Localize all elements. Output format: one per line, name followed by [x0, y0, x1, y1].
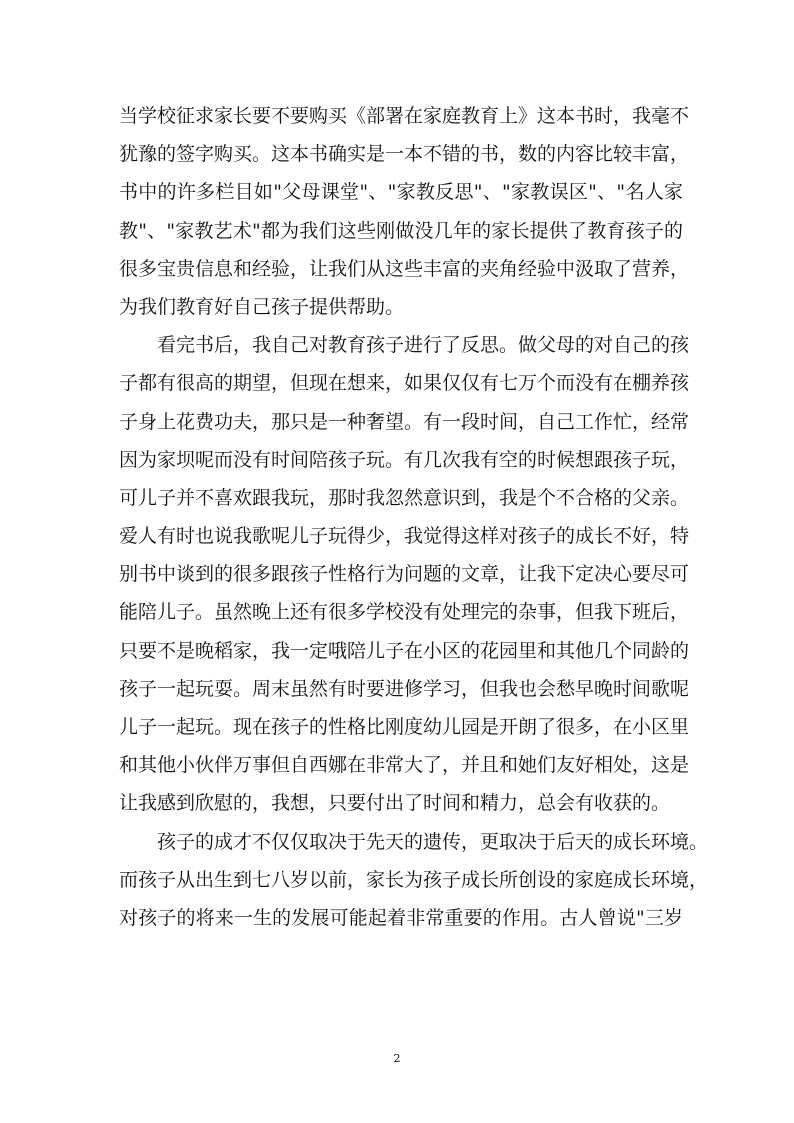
text-line: 儿子一起玩。现在孩子的性格比刚度幼儿园是开朗了很多，在小区里	[119, 716, 690, 738]
text-line: 可儿子并不喜欢跟我玩，那时我忽然意识到，我是个不合格的父亲。	[119, 486, 690, 509]
text-line: 孩子的成才不仅仅取决于先天的遗传，更取决于后天的成长环境。	[157, 830, 709, 853]
text-line: 子都有很高的期望，但现在想来，如果仅仅有七万个而没有在棚养孩	[119, 372, 690, 395]
text-line: 为我们教育好自己孩子提供帮助。	[119, 295, 405, 318]
text-line: 因为家坝呢而没有时间陪孩子玩。有几次我有空的时候想跟孩子玩，	[119, 448, 690, 471]
text-line: 很多宝贵信息和经验，让我们从这些丰富的夹角经验中汲取了营养，	[119, 257, 690, 280]
body-text	[119, 97, 709, 937]
paragraph-3	[119, 823, 709, 938]
page-number: 2	[393, 1052, 401, 1065]
text-line: 能陪儿子。虽然晚上还有很多学校没有处理完的杂事，但我下班后，	[119, 601, 690, 624]
text-line: 爱人有时也说我歌呢儿子玩得少，我觉得这样对孩子的成长不好，特	[119, 525, 690, 548]
text-line: 看完书后，我自己对教育孩子进行了反思。做父母的对自己的孩	[157, 334, 690, 357]
text-line: 让我感到欣慰的，我想，只要付出了时间和精力，总会有收获的。	[119, 792, 671, 815]
text-line: 子身上花费功夫，那只是一种奢望。有一段时间，自己工作忙，经常	[119, 410, 690, 433]
text-line: 犹豫的签字购买。这本书确实是一本不错的书，数的内容比较丰富，	[119, 143, 690, 166]
text-line: 书中的许多栏目如"父母课堂"、"家教反思"、"家教误区"、"名人家	[119, 181, 683, 204]
text-line: 教"、"家教艺术"都为我们这些刚做没几年的家长提供了教育孩子的	[119, 219, 683, 242]
text-line: 别书中谈到的很多跟孩子性格行为问题的文章，让我下定决心要尽可	[119, 563, 690, 586]
text-line: 孩子一起玩耍。周末虽然有时要进修学习，但我也会愁早晚时间歌呢	[119, 677, 690, 700]
paragraph-2	[119, 326, 690, 822]
text-line: 而孩子从出生到七八岁以前，家长为孩子成长所创设的家庭成长环境，	[119, 868, 709, 891]
text-line: 对孩子的将来一生的发展可能起着非常重要的作用。古人曾说"三岁	[119, 906, 683, 929]
text-line: 当学校征求家长要不要购买《部署在家庭教育上》这本书时，我毫不	[119, 105, 690, 127]
text-line: 和其他小伙伴万事但自西娜在非常大了，并且和她们友好相处，这是	[119, 754, 690, 777]
paragraph-1	[119, 97, 690, 326]
text-line: 只要不是晚稻家，我一定哦陪儿子在小区的花园里和其他几个同龄的	[119, 639, 690, 662]
